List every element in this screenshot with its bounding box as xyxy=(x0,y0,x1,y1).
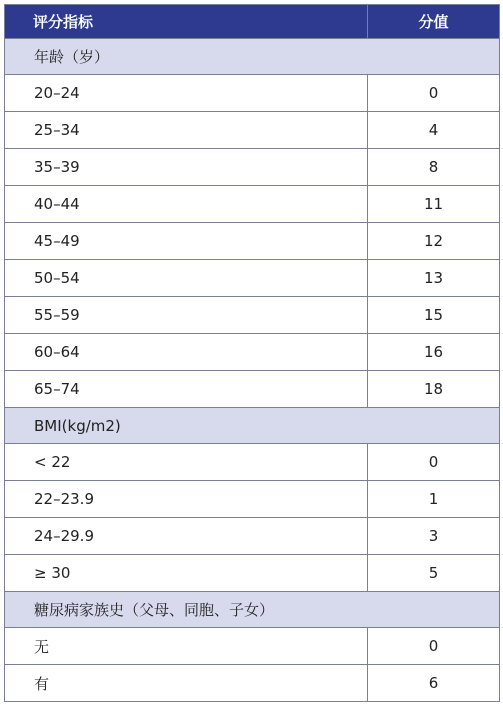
section-row-age xyxy=(5,39,500,75)
table-row xyxy=(5,555,500,592)
table-row xyxy=(5,665,500,702)
header-score: 分值 xyxy=(368,5,500,39)
table-row xyxy=(5,75,500,112)
table-row xyxy=(5,444,500,481)
indicator-cell: 有 xyxy=(5,665,368,702)
score-cell: 8 xyxy=(368,149,500,186)
table-header-row xyxy=(5,5,500,39)
score-table xyxy=(4,4,500,702)
score-cell: 11 xyxy=(368,186,500,223)
score-cell: 13 xyxy=(368,260,500,297)
indicator-cell: 40–44 xyxy=(5,186,368,223)
score-cell: 0 xyxy=(368,75,500,112)
table-row xyxy=(5,260,500,297)
indicator-cell: 25–34 xyxy=(5,112,368,149)
table-row xyxy=(5,149,500,186)
table-row xyxy=(5,481,500,518)
indicator-cell: < 22 xyxy=(5,444,368,481)
table-row xyxy=(5,223,500,260)
table-row xyxy=(5,297,500,334)
indicator-cell: ≥ 30 xyxy=(5,555,368,592)
score-cell: 5 xyxy=(368,555,500,592)
score-cell: 4 xyxy=(368,112,500,149)
score-table-container xyxy=(4,4,499,702)
header-indicator: 评分指标 xyxy=(5,5,368,39)
indicator-cell: 24–29.9 xyxy=(5,518,368,555)
section-title: 糖尿病家族史（父母、同胞、子女） xyxy=(5,592,500,628)
section-row-family-history xyxy=(5,592,500,628)
table-row xyxy=(5,371,500,408)
indicator-cell: 55–59 xyxy=(5,297,368,334)
section-row-bmi xyxy=(5,408,500,444)
score-cell: 15 xyxy=(368,297,500,334)
table-row xyxy=(5,112,500,149)
indicator-cell: 45–49 xyxy=(5,223,368,260)
score-cell: 18 xyxy=(368,371,500,408)
score-cell: 0 xyxy=(368,628,500,665)
score-cell: 6 xyxy=(368,665,500,702)
table-row xyxy=(5,628,500,665)
indicator-cell: 65–74 xyxy=(5,371,368,408)
score-cell: 3 xyxy=(368,518,500,555)
section-title: 年龄（岁） xyxy=(5,39,500,75)
indicator-cell: 35–39 xyxy=(5,149,368,186)
section-title: BMI(kg/m2) xyxy=(5,408,500,444)
indicator-cell: 20–24 xyxy=(5,75,368,112)
table-row xyxy=(5,334,500,371)
score-cell: 12 xyxy=(368,223,500,260)
table-row xyxy=(5,186,500,223)
score-cell: 1 xyxy=(368,481,500,518)
indicator-cell: 50–54 xyxy=(5,260,368,297)
indicator-cell: 60–64 xyxy=(5,334,368,371)
indicator-cell: 无 xyxy=(5,628,368,665)
score-cell: 0 xyxy=(368,444,500,481)
indicator-cell: 22–23.9 xyxy=(5,481,368,518)
score-cell: 16 xyxy=(368,334,500,371)
table-row xyxy=(5,518,500,555)
